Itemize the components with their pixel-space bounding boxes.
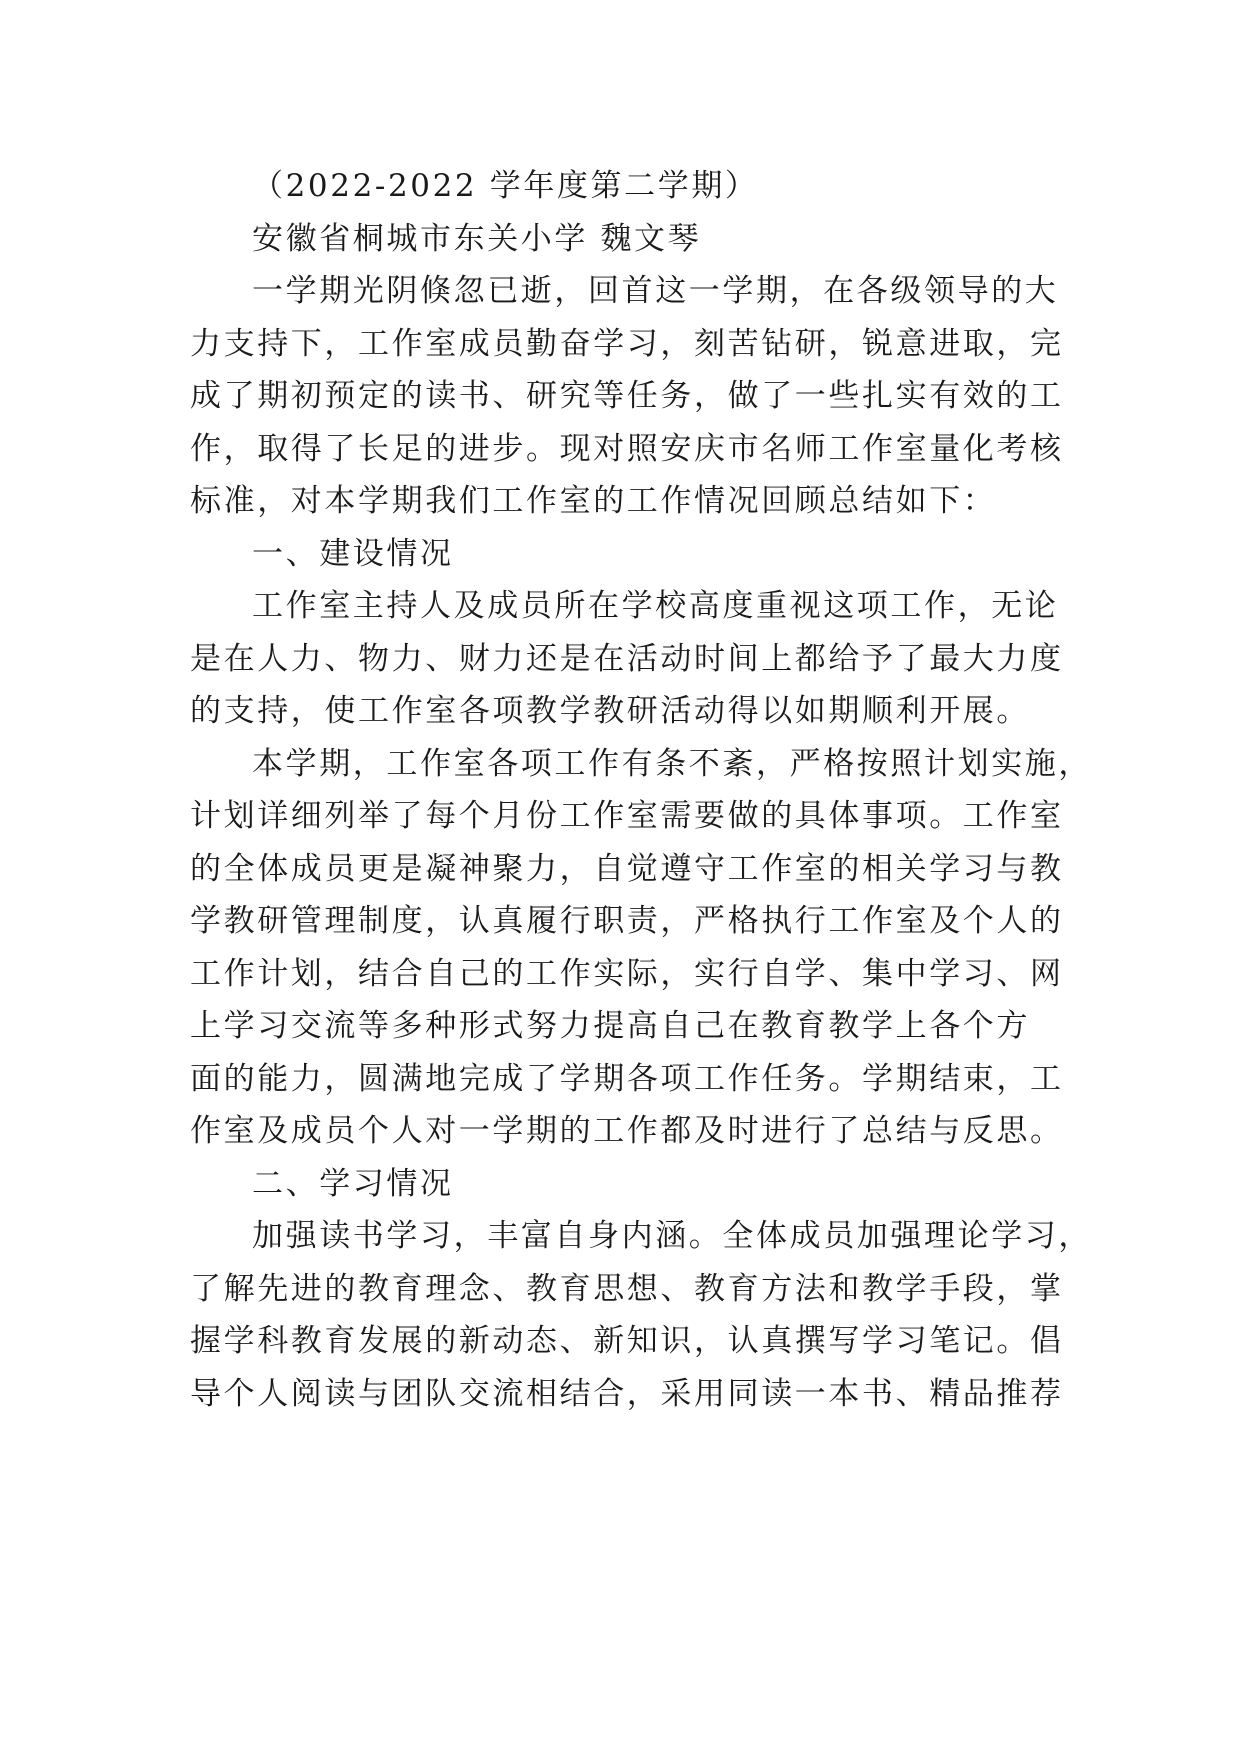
paragraph-line: 的支持，使工作室各项教学教研活动得以如期顺利开展。 <box>190 693 1030 729</box>
paragraph-line: 成了期初预定的读书、研究等任务，做了一些扎实有效的工 <box>190 378 1064 414</box>
author-line: 安徽省桐城市东关小学 魏文琴 <box>252 220 702 257</box>
paragraph-line: 是在人力、物力、财力还是在活动时间上都给予了最大力度 <box>190 640 1064 677</box>
paragraph-line: 本学期，工作室各项工作有条不紊，严格按照计划实施， <box>252 745 1092 782</box>
paragraph-line: 标准，对本学期我们工作室的工作情况回顾总结如下： <box>190 483 997 519</box>
paragraph-line: 导个人阅读与团队交流相结合，采用同读一本书、精品推荐 <box>190 1375 1064 1412</box>
section-heading-study: 二、学习情况 <box>252 1165 454 1202</box>
paragraph-line: 学教研管理制度，认真履行职责，严格执行工作室及个人的 <box>190 903 1064 939</box>
paragraph-line: 工作计划，结合自己的工作实际，实行自学、集中学习、网 <box>190 955 1064 992</box>
paragraph-line: 一学期光阴倏忽已逝，回首这一学期，在各级领导的大 <box>252 273 1059 309</box>
section-heading-construction: 一、建设情况 <box>252 535 454 572</box>
paragraph-line: 计划详细列举了每个月份工作室需要做的具体事项。工作室 <box>190 798 1064 834</box>
paragraph-line: 作，取得了长足的进步。现对照安庆市名师工作室量化考核 <box>190 430 1064 467</box>
paragraph-line: 上学习交流等多种形式努力提高自己在教育教学上各个方 <box>190 1008 1030 1044</box>
subtitle-term: （2022-2022 学年度第二学期） <box>252 168 759 204</box>
paragraph-line: 了解先进的教育理念、教育思想、教育方法和教学手段，掌 <box>190 1270 1064 1307</box>
paragraph-line: 作室及成员个人对一学期的工作都及时进行了总结与反思。 <box>190 1113 1064 1149</box>
paragraph-line: 握学科教育发展的新动态、新知识，认真撰写学习笔记。倡 <box>190 1323 1064 1359</box>
paragraph-line: 工作室主持人及成员所在学校高度重视这项工作，无论 <box>252 588 1059 624</box>
paragraph-line: 面的能力，圆满地完成了学期各项工作任务。学期结束，工 <box>190 1060 1064 1097</box>
paragraph-line: 力支持下，工作室成员勤奋学习，刻苦钻研，锐意进取，完 <box>190 325 1064 362</box>
paragraph-line: 的全体成员更是凝神聚力，自觉遵守工作室的相关学习与教 <box>190 850 1064 887</box>
document-page <box>190 160 1092 1420</box>
paragraph-line: 加强读书学习，丰富自身内涵。全体成员加强理论学习， <box>252 1218 1092 1254</box>
